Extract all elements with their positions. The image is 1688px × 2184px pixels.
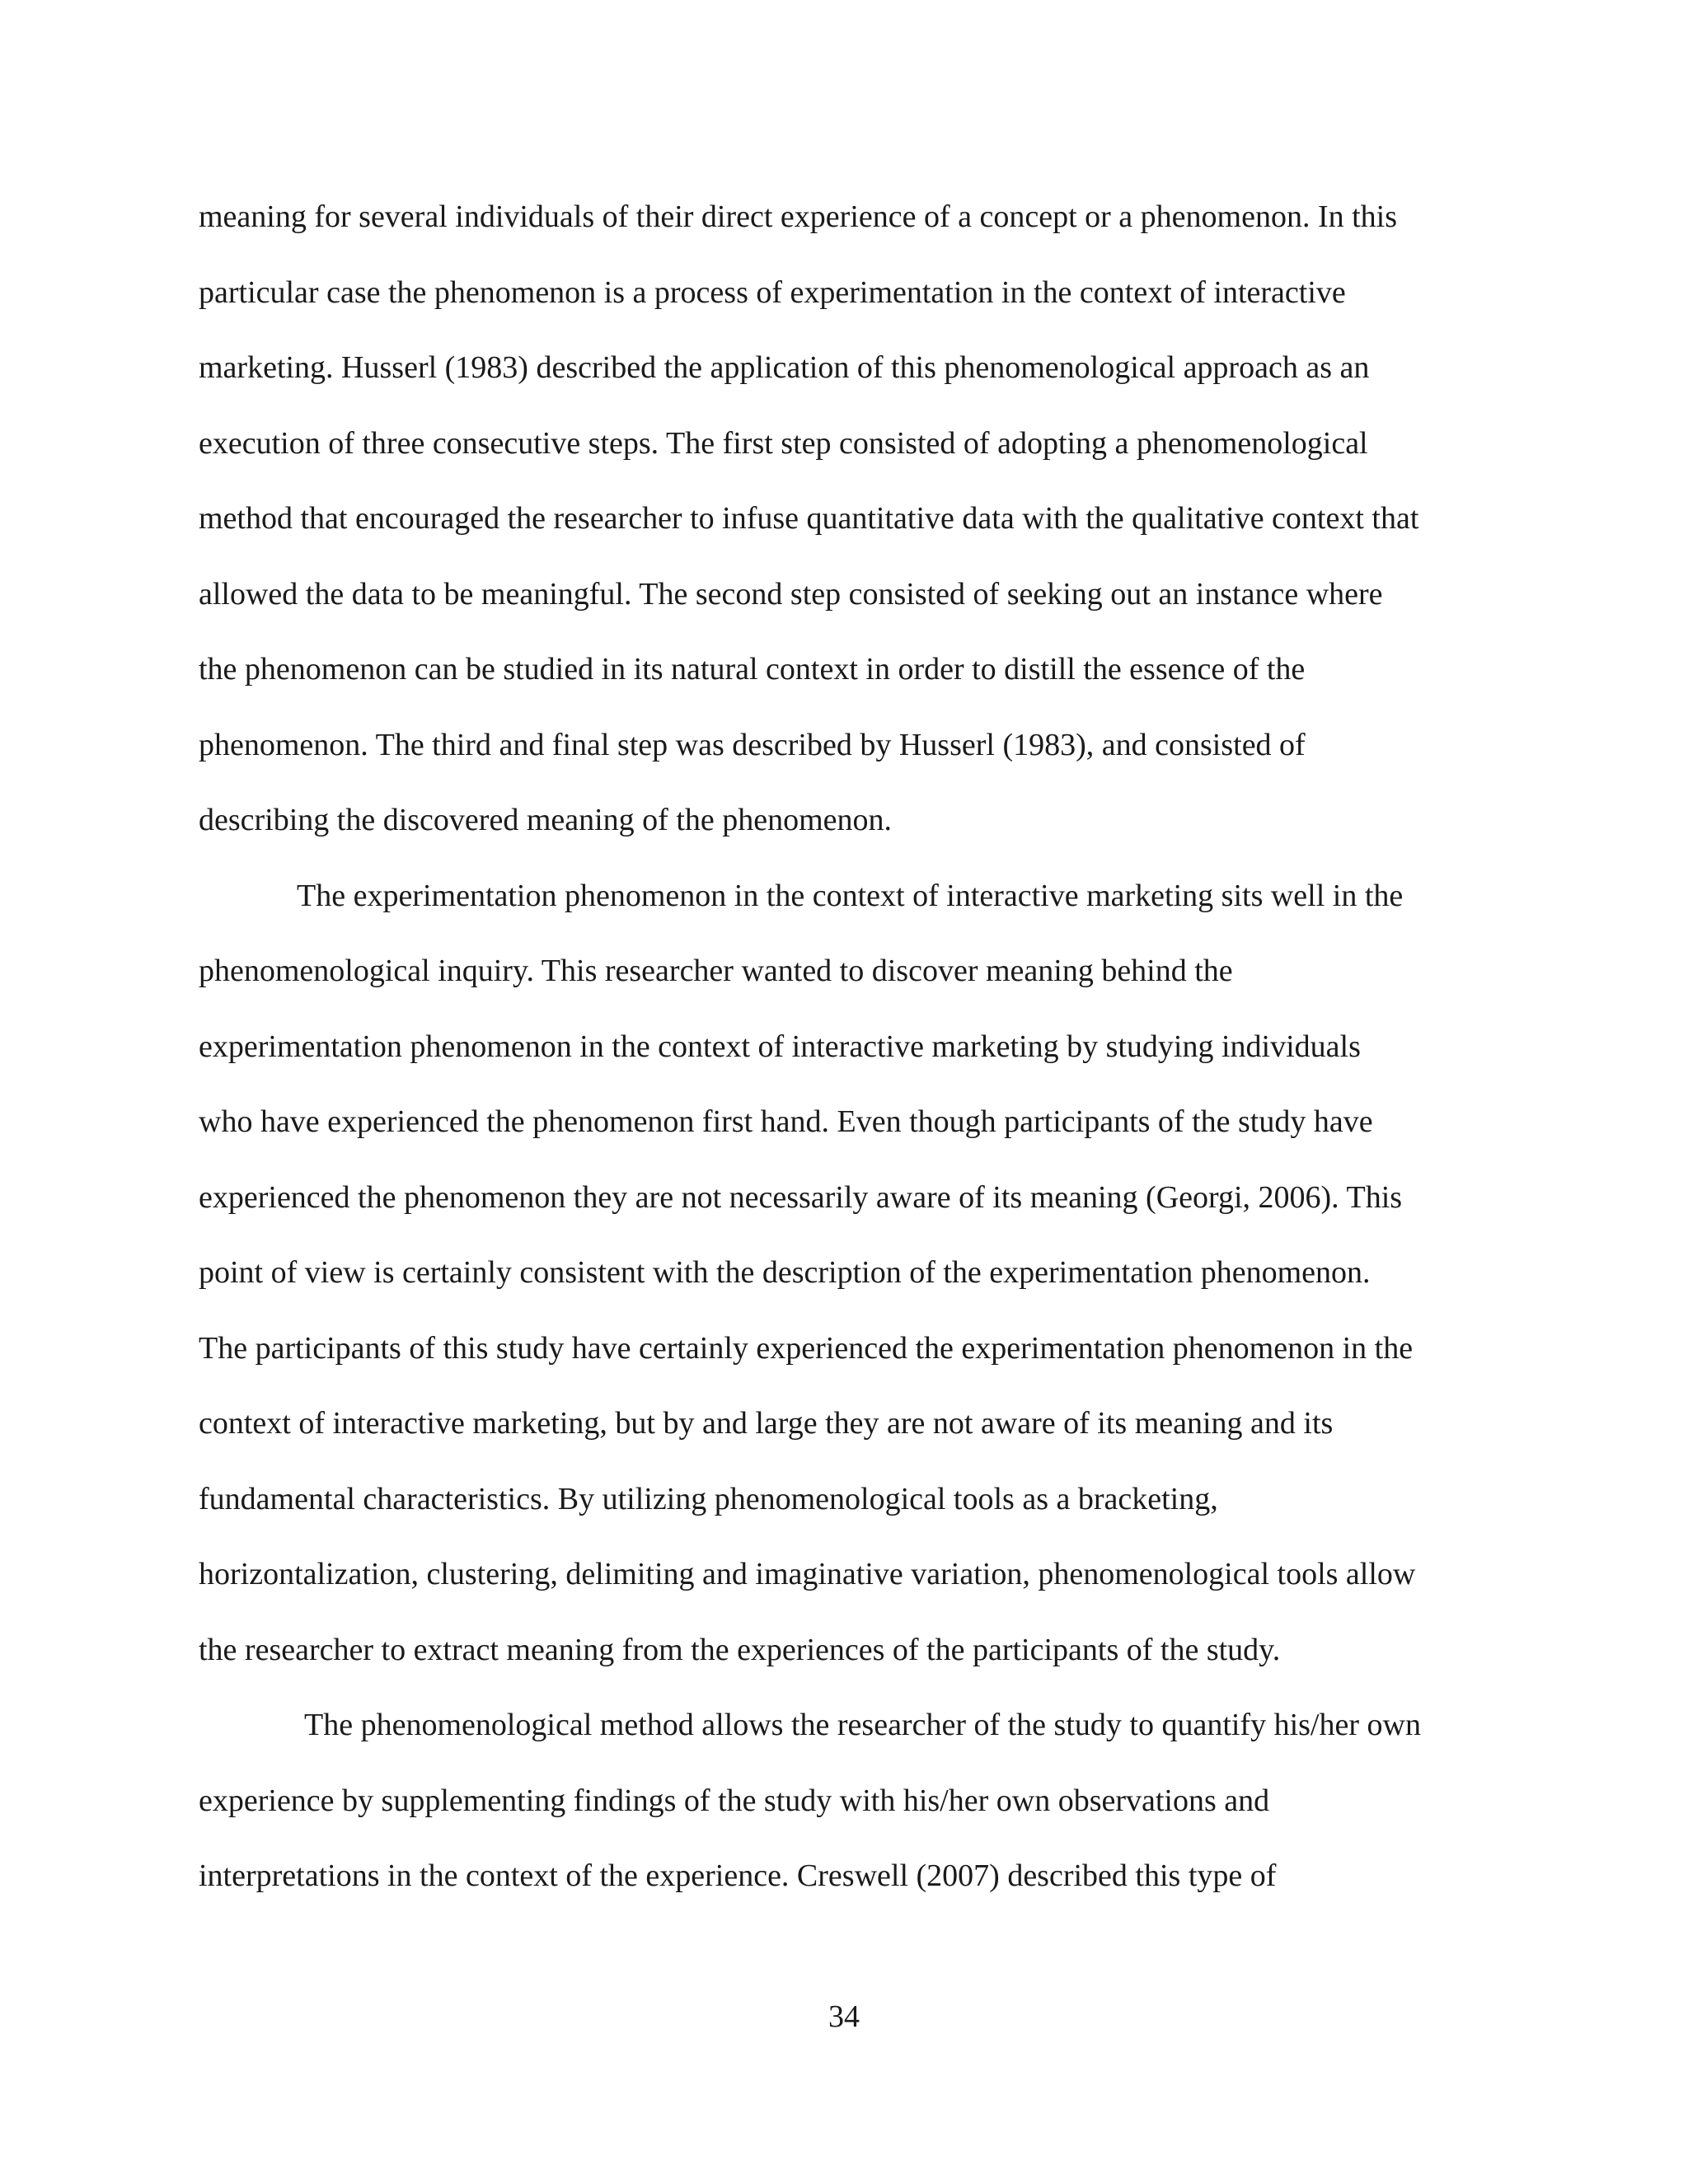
text-line: interpretations in the context of the experience. Creswell (2007) described this type of [199,1858,1277,1893]
text-line: The participants of this study have certainly experienced the experimentation phenomenon in the [199,1331,1414,1366]
text-line: meaning for several individuals of their direct experience of a concept or a phenomenon. In this [199,199,1398,234]
text-line: execution of three consecutive steps. The first step consisted of adopting a phenomenological [199,426,1368,461]
text-line: particular case the phenomenon is a process of experimentation in the context of interactive [199,275,1346,310]
text-line: the researcher to extract meaning from the experiences of the participants of the study. [199,1633,1281,1667]
text-line: point of view is certainly consistent with the description of the experimentation phenomenon. [199,1255,1371,1290]
text-line: the phenomenon can be studied in its natural context in order to distill the essence of the [199,652,1306,687]
text-line: allowed the data to be meaningful. The second step consisted of seeking out an instance where [199,577,1383,612]
text-line: horizontalization, clustering, delimiting and imaginative variation, phenomenological tools allow [199,1557,1416,1591]
paragraph-first-line: The experimentation phenomenon in the context of interactive marketing sits well in the [297,879,1404,913]
text-line: method that encouraged the researcher to infuse quantitative data with the qualitative context that [199,501,1419,536]
text-line: describing the discovered meaning of the phenomenon. [199,803,893,837]
text-line: phenomenological inquiry. This researcher wanted to discover meaning behind the [199,954,1233,988]
page-number: 34 [828,1999,860,2034]
text-line: context of interactive marketing, but by and large they are not aware of its meaning and its [199,1406,1334,1441]
text-line: experimentation phenomenon in the context of interactive marketing by studying individuals [199,1029,1361,1064]
text-line: marketing. Husserl (1983) described the application of this phenomenological approach as an [199,350,1370,385]
text-line: who have experienced the phenomenon first hand. Even though participants of the study have [199,1104,1373,1139]
text-line: phenomenon. The third and final step was described by Husserl (1983), and consisted of [199,728,1306,762]
text-line: experienced the phenomenon they are not necessarily aware of its meaning (Georgi, 2006). This [199,1180,1403,1215]
text-line: experience by supplementing findings of the study with his/her own observations and [199,1783,1270,1818]
paragraph-first-line: The phenomenological method allows the researcher of the study to quantify his/her own [304,1708,1421,1742]
text-line: fundamental characteristics. By utilizing phenomenological tools as a bracketing, [199,1482,1218,1516]
